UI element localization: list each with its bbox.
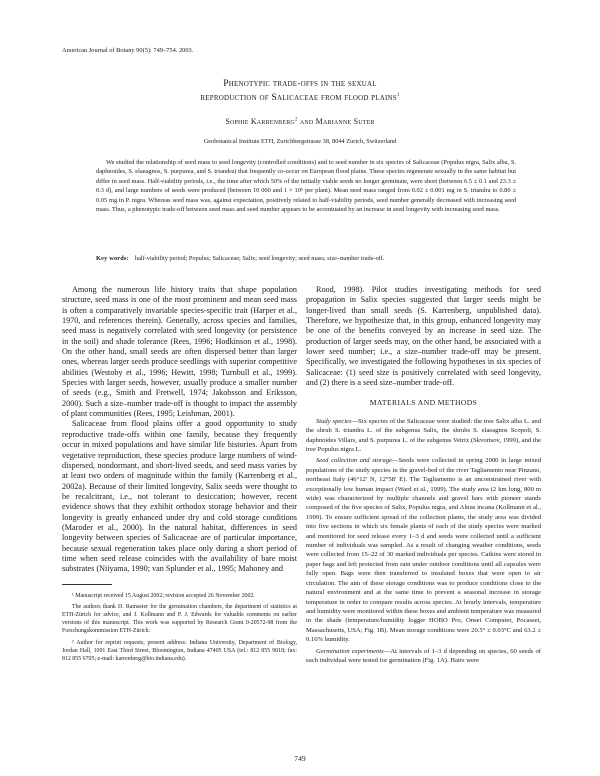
- methods-body: [306, 417, 541, 666]
- title-footnote-mark: 1: [396, 92, 400, 98]
- germination-paragraph: [306, 647, 541, 666]
- title-line-2: [0, 91, 600, 105]
- intro-paragraph-1: Among the numerous life history traits that shape population structure, seed mass is one of the most prominent and mean seed mass is often a comparatively invariable species-specific trait (Harper et al., 1970, and references therein). Generally, across species and families, seed mass is negatively correlated with seed longevity (or persistence in the soil) and shade tolerance (Rees, 1996; Hodkinson et al., 1998). On the other hand, small seeds are often dispersed better than larger ones, whereas larger seeds produce seedlings with superior competitive abilities (Westoby et al., 1996; Hewitt, 1998; Turnbull et al., 1999). Species with larger seeds, however, usually produce a smaller number of seeds (e.g., Smith and Fretwell, 1974; Jakobsson and Eriksson, 2000). Such a size–number trade-off is thought to impact the assembly of plant communities (Rees, 1995; Leishman, 2001).: [62, 285, 297, 419]
- author-conjunction: and: [297, 117, 316, 126]
- intro-continuation: Rood, 1998). Pilot studies investigating methods for seed propagation in Salix species suggested that larger seeds might be longer-lived than small seeds (S. Karrenberg, unpublished data). Therefore, we hypothesize that, in this group, enhanced longevity may be one of the benefits conveyed by an increase in seed size. The production of larger seeds may, on the other hand, be associated with a lower seed number; i.e., a size–number trade-off may be present. Specifically, we investigated the following hypotheses in six species of Salicaceae: (1) seed size is positively correlated with seed longevity, and (2) there is a seed size–number trade-off.: [306, 285, 541, 388]
- author-karrenberg: Sophie Karrenberg: [225, 117, 295, 126]
- page-number: 749: [294, 754, 306, 763]
- study-species-paragraph: [306, 417, 541, 455]
- title-line-1: Phenotypic trade-offs in the sexual: [223, 78, 377, 89]
- keywords-text: half-viability period; Populus; Salicaceae; Salix; seed longevity; seed mass; size–number trade-off.: [134, 255, 385, 262]
- germination-text: —At intervals of 1–3 d depending on species, 60 seeds of each individual were tested for germination (Fig. 1A). Hairs were: [306, 647, 541, 664]
- author-list: [0, 117, 600, 126]
- footnote-acknowledgements: The authors thank D. Ramseier for the germination chambers, the department of statistics at ETH-Zürich for advice, and J. Kollmann and P. J. Edwards for valuable comments on earlier versions of this manuscript. This work was supported by Research Grant 0-20572-98 from the Forschungskommission ETH-Zürich.: [62, 603, 297, 635]
- footnote-reprint: ² Author for reprint requests, present address: Indiana University, Department of Biology, Jordan Hall, 1001 East Third Street, Bloomington, Indiana 47405 USA (tel.: 812 855 9018; fax: 812 855 6705; e-mail: karrenberg@bio.indiana.edu).: [62, 639, 297, 663]
- germination-heading: Germination experiments: [316, 647, 384, 655]
- right-column: [306, 285, 541, 665]
- keywords: [96, 254, 516, 263]
- footnote-manuscript: ¹ Manuscript received 15 August 2002; revision accepted 26 November 2002.: [72, 592, 255, 599]
- footnote-divider: [62, 584, 112, 585]
- abstract: We studied the relationship of seed mass to seed longevity (controlled conditions) and to seed number in six species of Salicaceae (Populus nigra, Salix alba, S. daphnoides, S. elaeagnos, S. purpurea, and S. triandra) that frequently co-occur on European flood plains. These species regenerate sexually in the same habitat but differ in seed mass. Half-viability periods, i.e., the time after which 50% of the initially viable seeds no longer germinate, were short (between 6.5 ± 0.1 and 23.3 ± 0.3 d), and large numbers of seeds were produced (between 10 000 and 1 × 10⁶ per plant). Mean seed mass ranged from 0.02 ± 0.001 mg in S. triandra to 0.80 ± 0.05 mg in P. nigra. Whereas seed mass was, against expectation, positively related to half-viability periods, seed number generally decreased with increasing seed mass. Thus, a phenotypic trade-off between seed mass and seed number appears to be accentuated by an increase in seed longevity with increasing seed mass.: [96, 159, 516, 214]
- seed-collection-heading: Seed collection and storage: [316, 457, 392, 465]
- affiliation: Geobotanical Institute ETH, Zurichbergstrasse 38, 8044 Zurich, Switzerland: [203, 138, 397, 145]
- study-species-text: —Six species of the Salicaceae were studied: the tree Salix alba L. and the shrub S. triandra L. of the subgenus Salix, the shrubs S. elaeagnos Scopoli, S. daphnoides Villars, and S. purpurea L. of the subgenus Vetrix (Skvortsov, 1999), and the tree Populus nigra L.: [306, 417, 542, 453]
- journal-citation: American Journal of Botany 90(5): 749–754. 2003.: [62, 47, 194, 54]
- intro-paragraph-2: Salicaceae from flood plains offer a good opportunity to study reproductive trade-offs within one family, because they frequently occur in mixed populations and have similar life histories. Apart from vegetative reproduction, these species produce large numbers of wind-dispersed, nondormant, and short-lived seeds, and seed mass varies by at least two orders of magnitude within the family (Karrenberg et al., 2002a). Because of their limited longevity, Salix seeds were thought to be recalcitrant, i.e., not tolerant to desiccation; however, recent evidence shows that they exhibit orthodox storage behavior and their longevity is greatly enhanced under dry and cold storage conditions (Maroder et al., 2000). In the natural habitat, differences in seed longevity between species of Salicaceae are of particular importance, because sexual regeneration takes place only during a short period of time when seed release coincides with the availability of bare moist substrates (Niiyama, 1990; van Splunder et al., 1995; Mahoney and: [62, 419, 297, 574]
- seed-collection-text: —Seeds were collected in spring 2000 in large mixed populations of the study species in the gravel-bed of the river Tagliamento near Pinzano, northeast Italy (46°12′ N, 12°58′ E). The Tagliamento is an unconstrained river with exceptionally low human impact (Ward et al., 1999). The study area (2 km long, 800 m wide) was characterized by multiple channels and gravel bars with pioneer stands composed of the five species of Salix, Populus nigra, and Alnus incana (Kollmann et al., 1999). To ensure sufficient spread of the collection plants, the study area was divided into five sections in which six female plants of each of the study species were marked and monitored for seed release every 1–3 d and seeds were collected until a sufficient number of individuals was sampled. As a result of changing weather conditions, seeds were collected from 15–22 of 30 marked individuals per species. Catkins were stored in paper bags and left protected from rain under outdoor conditions until all capsules were fully open. Bags were then transferred to insulated boxes that were open to air circulation. The aim of these storage conditions was to produce conditions close to the natural environment and at the same time to prevent a seasonal increase in storage temperature in order to compare results across species. At hourly intervals, temperature and humidity were monitored within these boxes and ambient temperature was measured in the shade (temperature/humidity logger HOBO Pro, Onset Computer, Pocasset, Massachusetts, USA; Fig. 1B). Mean storage conditions were 20.5° ± 0.03°C and 63.2 ± 0.16% humidity.: [306, 457, 541, 644]
- author-suter: Marianne Suter: [315, 117, 375, 126]
- keywords-label: Key words:: [96, 255, 129, 262]
- study-species-heading: Study species: [316, 417, 352, 425]
- article-title: [0, 77, 600, 105]
- left-column: [62, 285, 297, 663]
- author-footnote-mark: 2: [294, 117, 298, 123]
- title-line-2-text: reproduction of Salicaceae from flood plains: [200, 91, 397, 103]
- section-title-methods: MATERIALS AND METHODS: [369, 398, 478, 408]
- seed-collection-paragraph: [306, 456, 541, 644]
